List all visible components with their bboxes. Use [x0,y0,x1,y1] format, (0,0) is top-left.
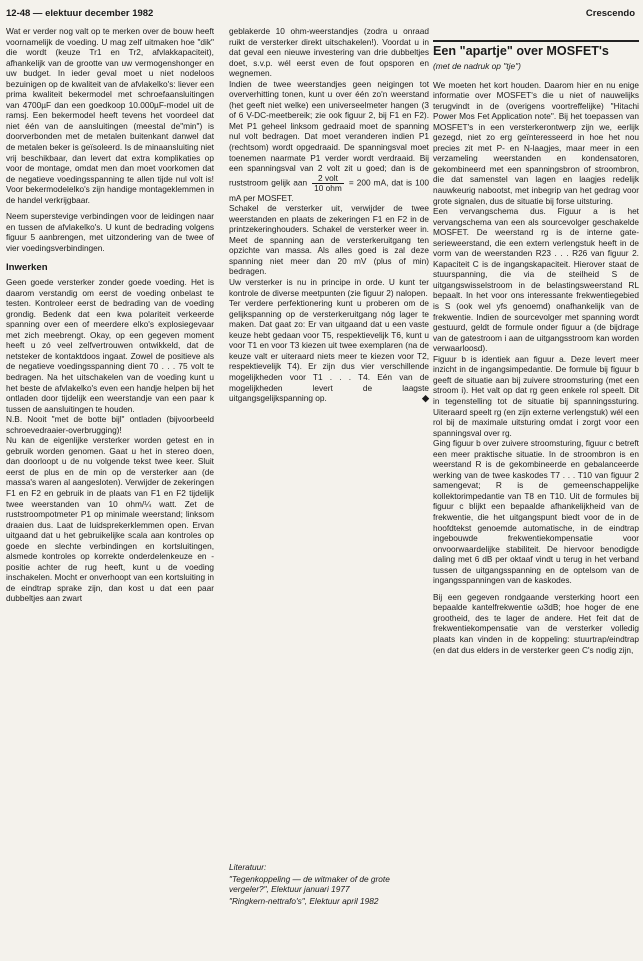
paragraph: Wat er verder nog valt op te merken over de bouw heeft voornamelijk de voeding. U mag zelf uitmaken hoe "dik" die wordt (keuze Tr1 en Tr2, afvlakkapaciteit), afhankelijk van de grootte van uw vermogenshonger en uw budget. In ieder geval moet u niet nodeloos bezuinigen op de kwaliteit van de afvlakelko's: liever een prima kwaliteit bekermodel met schroefaansluitingen van 4700µF dan een goedkoop 10.000µF-model uit de ramsj. Een bekermodel heeft tevens het voordeel dat niet één van de aansluitingen (meestal de"min") is doorverbonden met de metalen buitenkant danwel dat de metalen beker is geïsoleerd. Is de minaansluiting niet vrij beschikbaar, dan levert dat extra komplikaties op voor de montage, omdat men dan moet voorkomen dat de negatieve voedingsspanning te allen tijde nul volt is! Voor bekermodelelko's zijn handige montageklemmen in de handel verkrijgbaar. [6,26,214,205]
page-header-left: 12-48 — elektuur december 1982 [6,8,154,19]
paragraph: Uw versterker is nu in principe in orde. U kunt ter kontrole de diverse meetpunten (zie figuur 2) nalopen. [229,277,429,298]
section-heading: Inwerken [6,262,48,274]
paragraph: Figuur b is identiek aan figuur a. Deze levert meer inzicht in de ingangsimpedantie. De formule bij figuur b geeft de situatie aan bij zuivere stroomsturing (met een stroom i). Het valt op dat rg geen enkele rol speelt. Dit in tegenstelling tot de situatie bij spanningssturing. Uiteraard speelt rg (en zijn externe verlengstuk) wél een rol bij de maximale uitsturing omdat i zorgt voor een spanningsval over rg. [433,353,639,438]
paragraph-text: Indien de twee weerstandjes geen neigingen tot oververhitting tonen, kunt u over één zo'n weerstand (het geeft niet welke) een universeelmeter hangen (3 of 6 V-DC-meetbereik; zie ook figuur 2, bij F1 en F2). Met P1 geheel linksom gedraaid moet de spanning nul volt bedragen. Dat moet veranderen indien P1 (rechtsom) wordt opgedraaid. De spanningsval moet toenemen naarmate P1 verder wordt verdraaid. Bij een spanningsval van 2 volt zit u goed; dan is de ruststroom gelijk aan [229,78,429,188]
paragraph: N.B. Nooit "met de botte bijl" ontladen (bijvoorbeeld schroevedraaier-overbrugging)! [6,414,214,435]
column-1 [6,26,214,604]
literature-references [229,862,429,906]
paragraph: Geen goede versterker zonder goede voeding. Het is daarom verstandig om eerst de voeding onbelast te testen. Kontroleer eerst de bedrading van de voeding grondig. Bedenk dat een kwa polariteit verkeerde spanning over een of meerdere elko's explosiegevaar met zich meebrengt. Okay, op een gegeven moment heeft u zó veel zelfvertrouwen ontwikkeld, dat de netsteker de kontaktdoos ingaat. Zowel de positieve als de negatieve voedingsspanning dient 70 . . . 75 volt te bedragen. Na het uitschakelen van de voeding kunt u het beste de afvlakelko's even een handje helpen bij het ontladen door tijdelijk een weerstandje van een paar k tussen de aansluitingen te houden. [6,277,214,414]
literature-ref: "Tegenkoppeling — de witmaker of de grote vergeler?", Elektuur januari 1977 [229,874,390,894]
sidebar-title-box [433,40,639,59]
sidebar-subtitle: (met de nadruk op "tje") [433,61,521,71]
column-2 [229,26,429,404]
column-3-sidebar [433,40,639,655]
paragraph-text: Ter verdere perfektionering kunt u proberen om de gelijkspanning op de versterkeruitgang nóg lager te maken. Dat gaat zo: Er van uitgaand dat u een vaste keuze hebt gedaan voor T5, respektievelijk T6, kunt u voor T1 en voor T3 kiezen uit twee exemplaren (na de keuze valt er uiteraard niets meer te kiezen voor T2, respektievelijk T4). Er zijn dus vier verschillende mogelijkheden voor T1 . . . T4. Eén van de mogelijkheden levert de laagste uitgangsgelijkspanning op. [229,298,429,404]
fraction-denominator: 10 ohm [314,182,342,193]
paragraph: Ging figuur b over zuivere stroomsturing, figuur c betreft een meer praktische situatie. In de stroombron is en weerstand R is de gekombineerde en gebalanceerde werking van de twee kaskodes T7 . . . T10 van figuur 2 samengevat; R is de gemeenschappelijke kollektorimpedantie van T8 en T10. Uit de formules bij figuur c blijkt een bepaalde afhankelijkheid van de frekwentie, die het uitgangspunt biedt voor de in de hoofdtekst genoemde automatische, in de eindtrap ingebouwde frekwentiekompensatie voor onvoorwaardelijke stabiliteit. De hiervoor benodigde daling met 6 dB per oktaaf vindt u terug in het verband tussen de uitgangsspanning en de optelsom van de ingangsspanningen van de kaskodes. [433,438,639,586]
fraction [312,174,344,193]
paragraph: Schakel de versterker uit, verwijder de twee weerstanden en plaats de zekeringen F1 en F2 in de printzekeringhouders. Schakel de versterker weer in. Meet de spanning aan de versterkeruitgang ten opzichte van massa. Als alles goed is zal deze spanning niet meer dan 20 mV (plus of min) bedragen. [229,203,429,277]
paragraph: geblakerde 10 ohm-weerstandjes (zodra u onraad ruikt de versterker direkt uitschakelen!). Voordat u in dat geval een nieuwe investering van drie dubbeltjes doet, s.v.p. wél eerst even de fout opsporen en wegnemen. [229,26,429,79]
sidebar-title: Een "apartje" over MOSFET's [433,44,609,58]
paragraph: Bij een gegeven rondgaande versterking hoort een bepaalde kantelfrekwentie ω3dB; hoe hoger de ene grootheid, des te lager de andere. Het feit dat de frekwentiekompensatie van de versterker volledig plaats kan vinden in de koppeling: stuurtrap/eindtrap (en dat dus elders in de versterker geen C's nodig zijn, [433,591,639,655]
literature-ref: "Ringkern-nettrafo's", Elektuur april 1982 [229,896,379,906]
paragraph: We moeten het kort houden. Daarom hier en nu enige informatie over MOSFET's die u niet of nauwelijks terugvindt in de (overigens voortreffelijke) "Hitachi Power Mos Fet Application note". Bij het toepassen van MOSFET's in een versterkerontwerp zijn we, eerlijk gezegd, niet zo erg geïnteresseerd in hoe het nou precies zit met P- en N-laagjes, maar meer in een verzameling weerstanden en kondensatoren, gekombineerd met een spanningsbron of stroombron, die dat samenstel van lagen en laagjes redelijk nauwkeurig nabootst, met inbegrip van het gedrag voor grote signalen, dus de situatie bij forse uitsturing. [433,79,639,206]
literature-label: Literatuur: [229,862,267,872]
paragraph: Nu kan de eigenlijke versterker worden getest en in gebruik worden genomen. Gaat u het in stereo doen, dan doorloopt u de nu volgende tekst twee keer. Sluit eerst de plus en de min op de versterker aan (de massa's waren al aangesloten). Verwijder de zekeringen F1 en F2 en gebruik in de plaats van F1 en F2 tijdelijk twee weerstanden van 10 ohm/¼ watt. Zet de ruststroompotmeter P1 op minimale weerstand; linksom draaien dus. Laat de luidsprekerklemmen open. Ervan uitgaand dat u het gebruikelijke scala aan kontroles op goede en slechte verbindingen en kortsluitingen, alsmede kontroles op korrekte onderdelenkeuze en -positie achter de rug heeft, kunt u de voeding inschakelen. Mocht er onverhoopt van een kortsluiting in de eindtrap sprake zijn, dan kost u dat een paar dubbeltjes aan zwart [6,435,214,604]
page-header [0,6,643,22]
paragraph-text: = 200 mA, dat is 100 mA per MOSFET. [229,177,429,203]
paragraph: Een vervangschema dus. Figuur a is het vervangschema van een als sourcevolger geschakelde MOSFET. De weerstand rg is de interne gate-serieweerstand, die een extern verlengstuk heeft in de vorm van de weerstanden R23 . . . R26 van figuur 2. Kapaciteit C is de ingangskapaciteit. Hierover staat de stuurspanning, die via de steilheid S de uitgangswisselstroom in de belastingsweerstand RL bepaalt. In het voor ons interessante frekwentiegebied is S (ook wel yfs genoemd) onafhankelijk van de frekwentie. Indien de sourcevolger met spanning wordt gestuurd, geldt de formule onder figuur a (de bijdrage van de gatestroom i aan de uitgangsstroom kan worden verwaarloosd). [433,206,639,354]
paragraph [229,79,429,203]
fraction-numerator: 2 volt [312,174,344,184]
page-header-right: Crescendo [585,8,635,19]
paragraph [229,298,429,403]
paragraph: Neem superstevige verbindingen voor de leidingen naar en tussen de afvlakelko's. U kunt de bedrading volgens figuur 5 aanbrengen, met uitzondering van de twee of vier voedingsverbindingen. [6,211,214,253]
end-of-article-mark: ◆ [422,393,429,404]
